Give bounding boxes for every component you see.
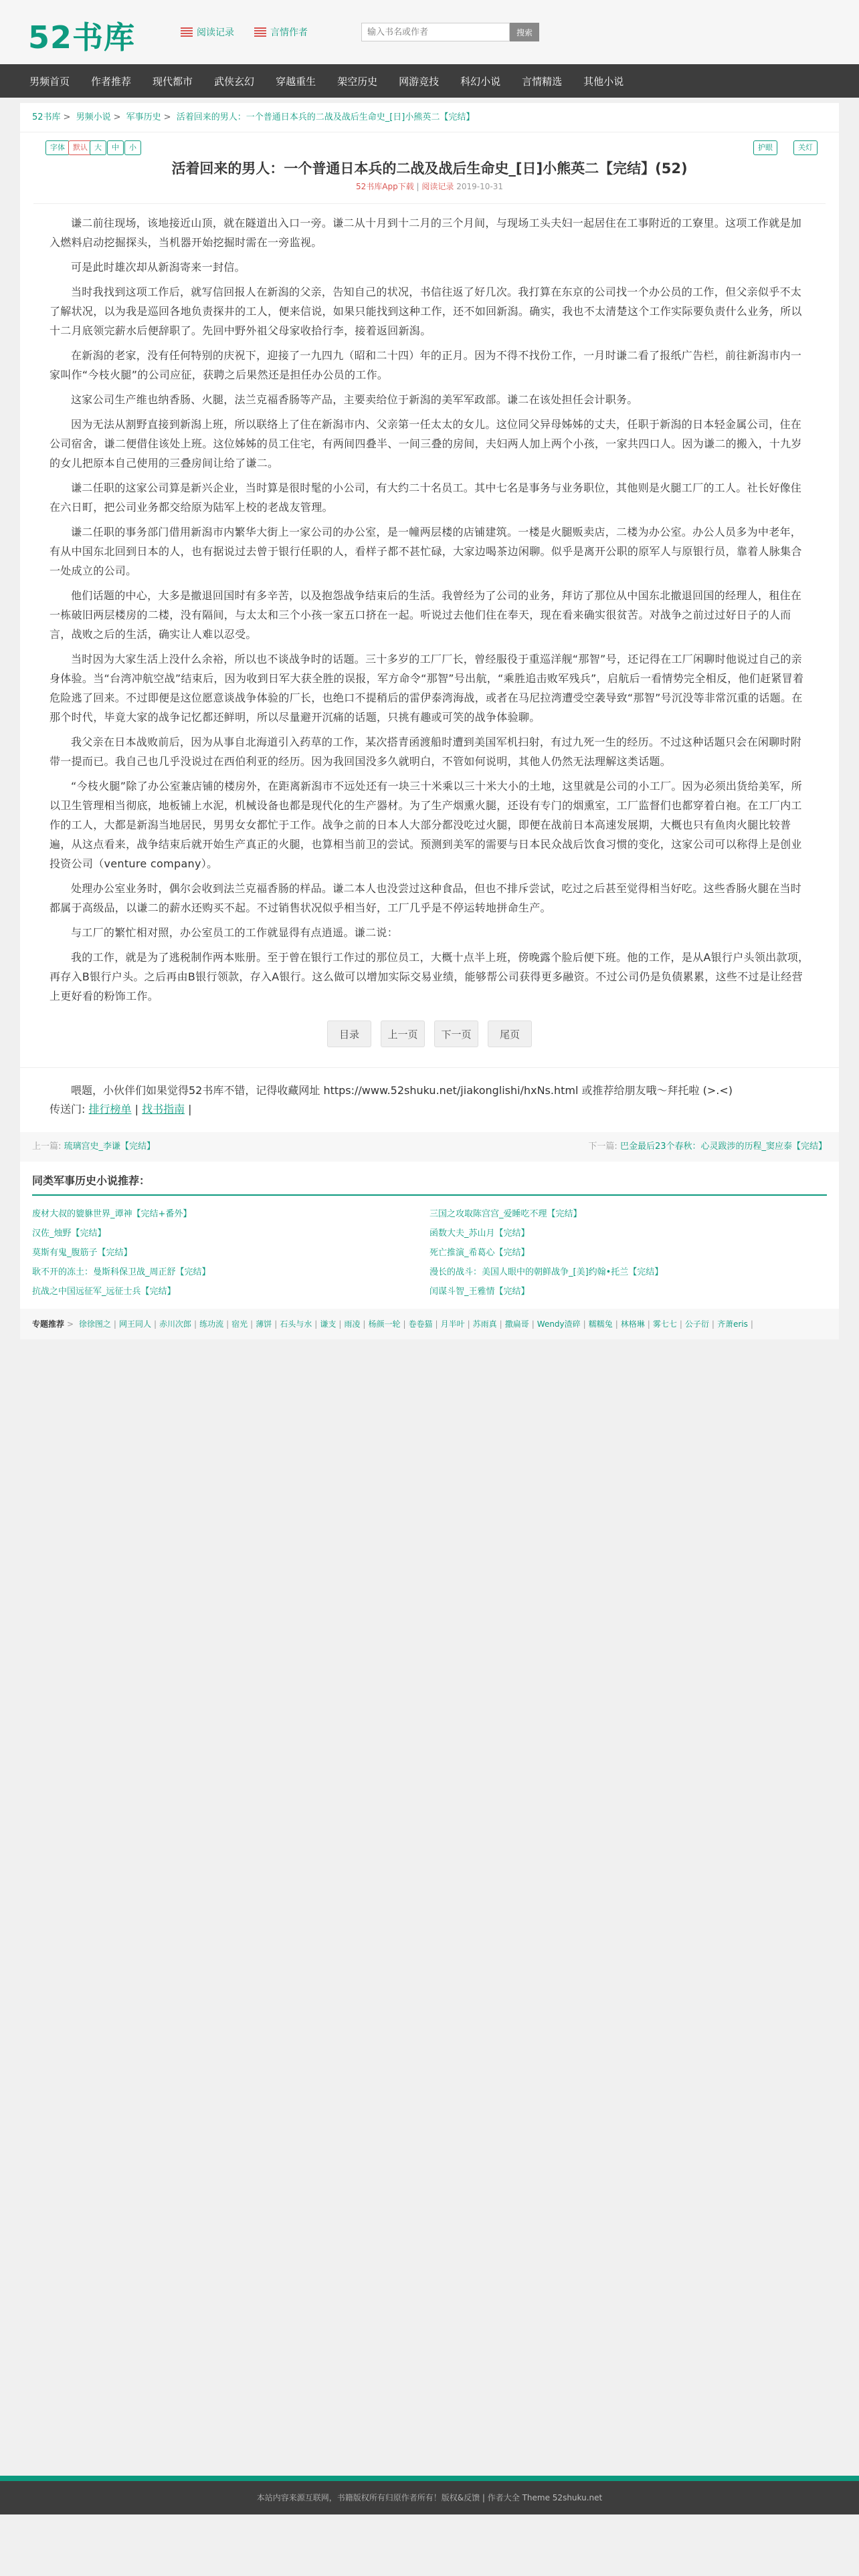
topic-separator: |	[339, 1319, 342, 1329]
paragraph: 他们话题的中心，大多是撤退回国时有多辛苦，以及抱怨战争结束后的生活。我曾经为了公司的业务，拜访了那位从中国东北撤退回国的经理人，租住在一栋破旧两层楼房的二楼，没有隔间，与太太和三个小孩一家五口挤在一起。听说过去他们住在奉天，现在看来确实很贫苦。对战争之前过过好日子的人而言，战败之后的生活，确实让人难以忍受。	[50, 589, 802, 641]
recommend-item[interactable]: 莫斯有鬼_腹筋子【完结】	[32, 1248, 132, 1258]
paragraph: 我的工作，就是为了逃税制作两本账册。至于曾在银行工作过的那位员工，大概十点半上班，傍晚露个脸后便下班。他的工作，是从A银行户头领出款项，再存入B银行户头。之后再由B银行领款，存入A银行。这么做可以增加实际交易业绩，能够帮公司获得更多融资。不过公司仍是负债累累，这些不过是让经营上更好看的粉饰工作。	[50, 951, 809, 1002]
topic-link[interactable]: 网王同人	[118, 1319, 151, 1329]
reader-toolbar	[20, 132, 839, 155]
prev-page-button[interactable]: 上一页	[381, 1021, 425, 1047]
romance-author-link[interactable]	[254, 25, 308, 39]
site-logo[interactable]: 52书库	[28, 19, 136, 56]
topic-list	[79, 1319, 756, 1329]
search-button[interactable]: 搜索	[510, 23, 539, 41]
next-page-button[interactable]: 下一页	[434, 1021, 478, 1047]
recommend-item[interactable]: 函数大夫_苏山月【完结】	[430, 1228, 530, 1239]
eye-care-button[interactable]: 护眼	[753, 140, 777, 155]
chapter-content	[20, 204, 839, 1006]
topic-separator: |	[499, 1319, 502, 1329]
rank-link[interactable]: 排行榜单	[88, 1103, 132, 1115]
topic-separator: |	[194, 1319, 197, 1329]
topic-link[interactable]: 雾七七	[652, 1319, 677, 1329]
topic-link[interactable]: 赤川次郎	[159, 1319, 192, 1329]
font-small-button[interactable]: 小	[124, 140, 141, 155]
topic-link[interactable]: 石头与水	[280, 1319, 312, 1329]
paragraph: 当时因为大家生活上没什么余裕，所以也不谈战争时的话题。三十多岁的工厂厂长，曾经服役于重巡洋舰“那智”号，还记得在工厂闲聊时他说过自己的亲身体验。当“台湾冲航空战”结束后，因为收到日军大获全胜的误报，军方命令“那智”号出航，“乘胜追击败军残兵”，启航后一看情势完全相反，他们赶紧冒着危险逃了回来。不过即便是这位愿意谈战争体验的厂长，也绝口不提稍后的雷伊泰湾海战，或者在马尼拉湾遭受空袭导致“那智”号沉没等非常沉重的话题。在那个时代，毕竟大家的战争记忆都还鲜明，所以尽量避开沉痛的话题，只挑有趣或可笑的战争体验聊。	[50, 653, 804, 724]
app-download-link[interactable]: 52书库App下载	[355, 182, 414, 191]
prev-book-label: 上一篇:	[32, 1142, 62, 1152]
paragraph: 因为无法从割野直接到新潟上班，所以联络上了住在新潟市内、父亲第一任太太的女儿。这位同父异母姊姊的丈夫，任职于新潟的日本轻金属公司，住在公司宿舍，谦二便借住该处上班。这位姊姊的员工住宅，有两间四叠半、一间三叠的房间，夫妇两人加上两个小孩，一家共四口人。因为谦二的搬入，十九岁的女儿把原本自己使用的三叠房间让给了谦二。	[50, 418, 802, 469]
recommend-item[interactable]: 漫长的战斗：美国人眼中的朝鲜战争_[美]约翰•托兰【完结】	[430, 1267, 664, 1277]
recommend-item[interactable]: 抗战之中国远征军_远征士兵【完结】	[32, 1287, 176, 1297]
recommend-item[interactable]: 三国之攻取陈宫宫_爱睡吃不理【完结】	[430, 1209, 582, 1219]
nav-item[interactable]: 言情精选	[522, 75, 563, 88]
topic-link[interactable]: 撒扁哥	[504, 1319, 529, 1329]
topic-link[interactable]: 杨颜一轮	[368, 1319, 401, 1329]
nav-item[interactable]: 架空历史	[337, 75, 378, 88]
topic-link[interactable]: 卷卷猫	[408, 1319, 433, 1329]
nav-item[interactable]: 其他小说	[583, 75, 624, 88]
romance-author-label: 言情作者	[270, 27, 308, 38]
paragraph: 谦二任职的这家公司算是新兴企业，当时算是很时髦的小公司，有大约二十名员工。其中七名是事务与业务职位，其他则是火腿工厂的工人。社长好像住在六日町，把公司业务都交给原为陆军上校的老战友管理。	[50, 481, 802, 514]
topic-link[interactable]: 谦支	[320, 1319, 337, 1329]
topic-link[interactable]: 苏雨真	[472, 1319, 497, 1329]
topic-separator: |	[435, 1319, 438, 1329]
search-input[interactable]	[361, 23, 510, 41]
prev-book-link[interactable]: 琉璃宫史_李谦【完结】	[64, 1142, 156, 1152]
topic-separator: |	[615, 1319, 618, 1329]
paragraph: 在新潟的老家，没有任何特别的庆祝下，迎接了一九四九（昭和二十四）年的正月。因为不得不找份工作，一月时谦二看了报纸广告栏，前往新潟市内一家叫作“今枝火腿”的公司应征，获聘之后果然还是担任办公员的工作。	[50, 349, 802, 381]
recommend-item[interactable]: 闰谋斗智_王雅情【完结】	[430, 1287, 530, 1297]
topic-separator: |	[314, 1319, 318, 1329]
reading-record-link[interactable]: 阅读记录	[421, 182, 454, 191]
paragraph: 可是此时雄次却从新潟寄来一封信。	[71, 261, 246, 274]
site-header	[0, 0, 859, 64]
next-book-label: 下一篇:	[588, 1142, 617, 1152]
topic-separator: |	[153, 1319, 157, 1329]
nav-item[interactable]: 男频首页	[29, 75, 70, 88]
paragraph: 这家公司生产维也纳香肠、火腿，法兰克福香肠等产品，主要卖给位于新潟的美军军政部。谦二在该处担任会计职务。	[71, 393, 638, 406]
font-button[interactable]: 字体	[45, 140, 70, 155]
paragraph: 当时我找到这项工作后，就写信回报人在新潟的父亲，告知自己的状况，书信往返了好几次。我打算在东京的公司找一个办公员的工作，但父亲似乎不太了解状况，以为我是巡回各地负责探井的工人，便来信说，如果只能找到这种工作，还不如回新潟。确实，我也不太清楚这个工作实际要负责什么业务，所以十二月底领完薪水后便辞职了。先回中野外祖父母家收拾行李，接着返回新潟。	[50, 286, 802, 337]
topic-separator: |	[274, 1319, 278, 1329]
next-book-link[interactable]: 巴金最后23个春秋：心灵跋涉的历程_窦应泰【完结】	[619, 1142, 827, 1152]
paragraph: 与工厂的繁忙相对照，办公室员工的工作就显得有点逍遥。谦二说：	[71, 926, 399, 939]
breadcrumb-home[interactable]: 52书库	[32, 112, 61, 122]
topic-recommend: 专题推荐 > 徐徐图之 | 网王同人 | 赤川次郎 | 练功流 | 宿光 | 薄饼 | 石头与水 | 谦支 | 雨凌 | 杨颜一轮 | 卷卷猫 | 月半叶 | 苏雨真 | 撒扁哥 | Wendy渣碎 | 糯糯兔 | 林格琳 | 雾七七 | 公子衍 | 齐萧eris |	[20, 1309, 839, 1339]
topic-label: 专题推荐	[32, 1319, 65, 1329]
font-large-button[interactable]: 大	[90, 140, 106, 155]
topic-link[interactable]: 薄饼	[256, 1319, 272, 1329]
recommend-title: 同类军事历史小说推荐：	[32, 1162, 827, 1196]
paragraph: 谦二前往现场，该地接近山顶，就在隧道出入口一旁。谦二从十月到十二月的三个月间，与现场工头夫妇一起居住在工事附近的工寮里。这项工作就是加入燃料启动挖掘探头，当机器开始挖掘时需在一旁监视。	[50, 217, 802, 249]
topic-separator: |	[531, 1319, 535, 1329]
chapter-title: 活着回来的男人：一个普通日本兵的二战及战后生命史_[日]小熊英二【完结】(52)	[171, 160, 688, 177]
list-icon	[254, 27, 266, 37]
topic-link[interactable]: 宿光	[231, 1319, 248, 1329]
recommend-item[interactable]: 耿不开的冻土：曼斯科保卫战_周正舒【完结】	[32, 1267, 211, 1277]
reading-record-label: 阅读记录	[197, 27, 234, 38]
recommend-item[interactable]: 汉佐_烛野【完结】	[32, 1228, 106, 1239]
topic-separator: |	[226, 1319, 229, 1329]
topic-link[interactable]: 雨凌	[344, 1319, 361, 1329]
breadcrumb-subcategory[interactable]: 军事历史	[126, 112, 161, 122]
footer-accent-bar	[0, 2476, 859, 2481]
font-default-button[interactable]: 默认	[68, 140, 92, 155]
prev-book	[32, 1132, 155, 1162]
last-page-button[interactable]: 尾页	[488, 1021, 532, 1047]
adjacent-books	[20, 1132, 839, 1162]
paragraph: 谦二任职的事务部门借用新潟市内繁华大街上一家公司的办公室，是一幢两层楼的店铺建筑。一楼是火腿贩卖店，二楼为办公室。办公人员多为中老年，有从中国东北回到日本的人，也有据说过去曾于银行任职的人，看样子都不甚忙碌，大家边喝茶边闲聊。似乎是离开公职的原军人与原银行员，靠着人脉集合一处成立的公司。	[50, 526, 802, 577]
topic-separator: |	[583, 1319, 586, 1329]
paragraph: 我父亲在日本战败前后，因为从事自北海道引入药草的工作，某次搭青函渡船时遭到美国军机扫射，有过九死一生的经历。不过这种话题只会在闲聊时附带一提而已。我自己也几乎没说过在西伯利亚的经历。因为我回国没多久就明白，不管如何说明，其他人仍然无法理解这类话题。	[50, 736, 802, 768]
main-container	[20, 103, 839, 1339]
main-nav	[0, 64, 859, 98]
topic-link[interactable]: 齐萧eris	[717, 1319, 748, 1329]
topic-separator: |	[363, 1319, 366, 1329]
portal-line: 传送门: 排行榜单 | 找书指南 |	[50, 1103, 192, 1115]
site-footer: 本站内容来源互联网，书籍版权所有归原作者所有！版权&反馈 | 作者大全 Theme 52shuku.net	[0, 2481, 859, 2514]
topic-link[interactable]: 林格琳	[620, 1319, 645, 1329]
paragraph: “今枝火腿”除了办公室兼店铺的楼房外，在距离新潟市不远处还有一块三十米乘以三十米大小的土地，这里就是公司的小工厂。因为必须出货给美军，所以卫生管理相当彻底，地板铺上水泥，机械设备也都是现代化的生产器材。为了生产烟熏火腿，还设有专门的烟熏室，工厂监督们也都穿着白袍。在工厂内工作的工人，大都是新潟当地居民，男男女女都忙于工作。战争之前的日本人大部分都没吃过火腿，即便在战前日本高速发展期，大概也只有鱼肉火腿比较普遍，从这点看来，战争结束后就开始生产真正的火腿，也算相当前卫的尝试。预测到美军的需要与日本民众战后饮食习惯的变化，这家公司可以称得上是创业投资公司（venture company）。	[50, 780, 802, 870]
topic-separator: |	[679, 1319, 682, 1329]
recommend-list	[20, 1196, 839, 1309]
search-box	[361, 23, 539, 41]
nav-item[interactable]: 穿越重生	[276, 75, 316, 88]
topic-link[interactable]: 练功流	[199, 1319, 224, 1329]
reading-record-link[interactable]	[181, 25, 234, 39]
topic-link[interactable]: 糯糯兔	[588, 1319, 613, 1329]
breadcrumb: 52书库 > 男频小说 > 军事历史 > 活着回来的男人：一个普通日本兵的二战及战后生命史_[日]小熊英二【完结】	[20, 103, 839, 132]
topic-separator: |	[647, 1319, 650, 1329]
tip-text: 喂题，小伙伴们如果觉得52书库不错，记得收藏网址 https://www.52shuku.net/jiakonglishi/hxNs.html 或推荐给朋友哦～拜托啦 (>.<)	[71, 1084, 733, 1097]
nav-item[interactable]: 现代都市	[153, 75, 193, 88]
nav-item[interactable]: 科幻小说	[460, 75, 501, 88]
chapter-pager	[20, 1021, 839, 1047]
list-icon	[181, 27, 193, 37]
topic-separator: |	[403, 1319, 406, 1329]
nav-item[interactable]: 武侠玄幻	[214, 75, 255, 88]
toc-button[interactable]: 目录	[327, 1021, 371, 1047]
breadcrumb-book[interactable]: 活着回来的男人：一个普通日本兵的二战及战后生命史_[日]小熊英二【完结】	[176, 112, 475, 122]
meta-separator: |	[416, 182, 419, 191]
topic-link[interactable]: 月半叶	[440, 1319, 465, 1329]
topic-separator: |	[113, 1319, 116, 1329]
chapter-meta	[20, 181, 839, 198]
publish-date: 2019-10-31	[456, 182, 503, 191]
breadcrumb-category[interactable]: 男频小说	[76, 112, 111, 122]
paragraph: 处理办公室业务时，偶尔会收到法兰克福香肠的样品。谦二本人也没尝过这种食品，但也不排斥尝试，吃过之后甚至觉得相当好吃。这些香肠火腿在当时都属于高级品，以谦二的薪水还购买不起。不过销售状况似乎相当好，工厂几乎是不停运转地拼命生产。	[50, 882, 802, 914]
recommend-item[interactable]: 废材大叔的貔貅世界_谭神【完结+番外】	[32, 1209, 192, 1219]
portal-label: 传送门:	[50, 1103, 86, 1115]
topic-link[interactable]: 徐徐图之	[78, 1319, 111, 1329]
topic-link[interactable]: Wendy渣碎	[537, 1319, 581, 1329]
topic-link[interactable]: 公子衍	[684, 1319, 709, 1329]
font-medium-button[interactable]: 中	[107, 140, 124, 155]
lights-off-button[interactable]: 关灯	[793, 140, 818, 155]
next-book	[588, 1132, 827, 1162]
nav-item[interactable]: 网游竞技	[399, 75, 440, 88]
guide-link[interactable]: 找书指南	[142, 1103, 185, 1115]
topic-separator: |	[750, 1319, 753, 1329]
recommend-item[interactable]: 死亡推演_希葛心【完结】	[430, 1248, 530, 1258]
topic-separator: |	[711, 1319, 714, 1329]
topic-separator: |	[250, 1319, 254, 1329]
bookmark-tip	[20, 1067, 839, 1132]
nav-item[interactable]: 作者推荐	[91, 75, 132, 88]
topic-separator: |	[467, 1319, 470, 1329]
